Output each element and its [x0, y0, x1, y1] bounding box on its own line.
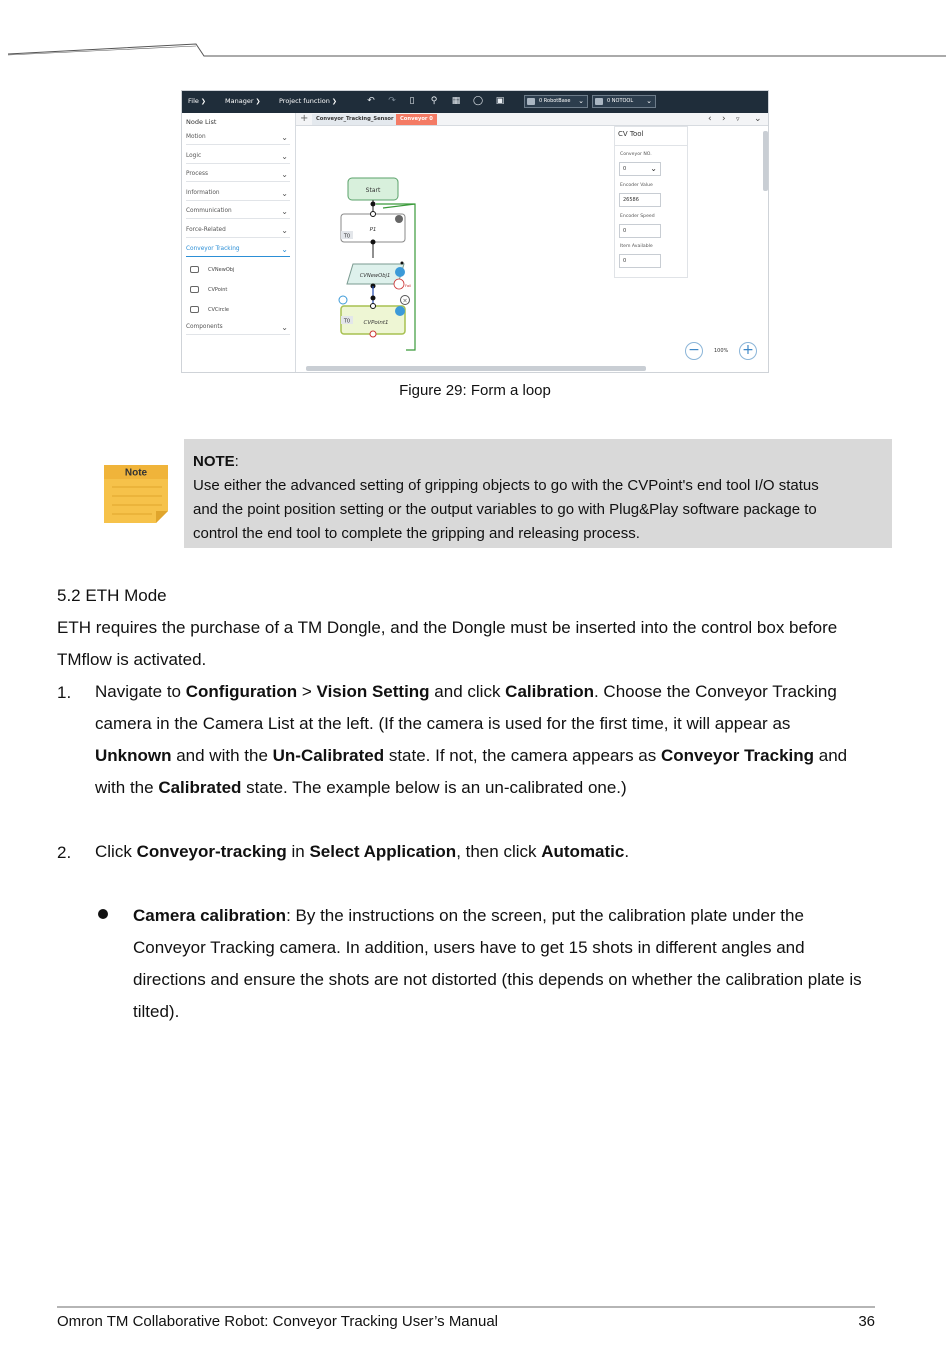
note-line-1: Use either the advanced setting of gripping objects to go with the CVPoint's end tool I/O status: [193, 477, 819, 494]
intro-line-2: TMflow is activated.: [57, 650, 207, 669]
edit-pen-icon[interactable]: [339, 296, 347, 304]
item-available-label: Item Available: [620, 244, 653, 249]
start-label: Start: [365, 187, 381, 194]
node-list-item-communication[interactable]: Communication ⌄: [186, 205, 290, 219]
step-1-line-3: Unknown and with the Un-Calibrated state. If not, the camera appears as Conveyor Tracking and: [95, 746, 848, 765]
note-icon-label: Note: [124, 467, 148, 479]
flow-canvas[interactable]: [296, 126, 769, 373]
figure-caption: Figure 29: Form a loop: [399, 382, 551, 399]
bullet-line-2: Conveyor Tracking camera. In addition, users have to get 15 shots in different angles and: [133, 938, 805, 957]
step-2-number: 2.: [57, 843, 72, 862]
project-tab-bar: [296, 113, 769, 126]
encoder-value-label: Encoder Value: [620, 183, 653, 188]
node-list-item-components[interactable]: Components ⌄: [186, 321, 290, 335]
step-1-number: 1.: [57, 683, 72, 702]
page-number: 36: [858, 1313, 875, 1330]
note-title: NOTE:: [193, 453, 239, 470]
section-heading: 5.2 ETH Mode: [57, 586, 167, 605]
cvpoint-camera-icon: [395, 306, 405, 316]
header-rule: [0, 38, 950, 64]
undo-icon[interactable]: ↶: [367, 96, 375, 106]
filter-icon[interactable]: ▿: [736, 115, 740, 123]
intro-line-1: ETH requires the purchase of a TM Dongle, and the Dongle must be inserted into the control box before: [57, 618, 838, 637]
step-1-line-1: Navigate to Configuration > Vision Setting and click Calibration. Choose the Conveyor Tracking: [95, 682, 837, 701]
add-tab-icon[interactable]: +: [300, 113, 309, 124]
grid-icon[interactable]: ▦: [451, 96, 461, 106]
node-cvpoint[interactable]: CVPoint: [190, 286, 227, 293]
note-line-2: and the point position setting or the output variables to go with Plug&Play software package to: [193, 501, 817, 518]
cvnewobj-camera-icon: [395, 267, 405, 277]
bullet-line-3: directions and ensure the shots are not distorted (this depends on whether the calibration plate is: [133, 970, 862, 989]
cvnewobj-label: CVNewObj1: [359, 273, 391, 279]
bullet-dot: [98, 909, 108, 919]
footer-title: Omron TM Collaborative Robot: Conveyor Tracking User’s Manual: [57, 1313, 499, 1330]
next-icon[interactable]: ›: [722, 114, 726, 124]
menu-file[interactable]: File ❯: [188, 97, 206, 105]
horizontal-scrollbar[interactable]: [306, 366, 646, 371]
cvpoint-icon: [190, 286, 199, 293]
cvpoint-tool-label: T0: [343, 318, 351, 325]
prev-icon[interactable]: ‹: [708, 114, 712, 124]
zoom-out-icon[interactable]: −: [685, 342, 703, 360]
node-list-item-logic[interactable]: Logic ⌄: [186, 150, 290, 164]
encoder-value-field[interactable]: 26586: [619, 193, 661, 207]
step-2-line-1: Click Conveyor-tracking in Select Application, then click Automatic.: [95, 842, 630, 861]
svg-text:×: ×: [402, 297, 408, 305]
note-line-3: control the end tool to complete the gripping and releasing process.: [193, 525, 640, 542]
node-list-item-conveyor-tracking[interactable]: Conveyor Tracking ⌄: [186, 243, 290, 257]
cv-tool-title: CV Tool: [618, 130, 644, 138]
cvcircle-icon: [190, 306, 199, 313]
tab-conveyor-0[interactable]: Conveyor 0: [396, 114, 437, 125]
node-list-item-process[interactable]: Process ⌄: [186, 168, 290, 182]
vertical-scrollbar[interactable]: [763, 131, 768, 191]
node-cvcircle[interactable]: CVCircle: [190, 306, 229, 313]
bullet-line-1: Camera calibration: By the instructions on the screen, put the calibration plate under the: [133, 906, 804, 925]
zoom-level: 100%: [714, 348, 729, 354]
item-available-field[interactable]: 0: [619, 254, 661, 268]
menu-bar: [182, 91, 769, 113]
tab-conveyor-tracking-sensor[interactable]: Conveyor_Tracking_Sensor: [312, 114, 398, 125]
node-cvnewobj[interactable]: CVNewObj: [190, 266, 234, 273]
cv-tool-panel: [614, 126, 688, 278]
note-icon: [104, 463, 168, 523]
search-icon[interactable]: ⚲: [430, 96, 438, 106]
tool-icon: [595, 98, 603, 105]
step-1-line-2: camera in the Camera List at the left. (If the camera is used for the first time, it will appear as: [95, 714, 791, 733]
conveyor-no-label: Conveyor NO.: [620, 152, 652, 157]
eraser-icon[interactable]: ▯: [409, 96, 415, 106]
redo-icon[interactable]: ↷: [388, 96, 396, 106]
note-box: [184, 439, 892, 548]
footer-rule: [57, 1306, 875, 1308]
collapse-icon[interactable]: ⌄: [754, 114, 762, 124]
node-list-item-motion[interactable]: Motion ⌄: [186, 131, 290, 145]
step-1-line-4: with the Calibrated state. The example below is an un-calibrated one.): [95, 778, 627, 797]
base-icon: [527, 98, 535, 105]
display-icon[interactable]: ▣: [495, 96, 505, 106]
node-list-title: Node List: [186, 118, 217, 126]
figure-screenshot: [181, 90, 769, 373]
cvpoint-label: CVPoint1: [363, 320, 389, 326]
p1-tool-label: T0: [343, 233, 351, 240]
p1-point-icon: [395, 215, 403, 223]
node-list-item-force-related[interactable]: Force-Related ⌄: [186, 224, 290, 238]
chat-icon[interactable]: ◯: [472, 96, 484, 106]
tool-select[interactable]: 0 NOTOOL ⌄: [592, 95, 656, 108]
node-list-item-information[interactable]: Information ⌄: [186, 187, 290, 201]
p1-label: P1: [369, 227, 377, 233]
bullet-line-4: tilted).: [133, 1002, 180, 1021]
conveyor-no-select[interactable]: 0 ⌄: [619, 162, 661, 176]
robot-base-select[interactable]: 0 RobotBase ⌄: [524, 95, 588, 108]
zoom-in-icon[interactable]: +: [739, 342, 757, 360]
menu-project-function[interactable]: Project function ❯: [279, 97, 337, 105]
cvnewobj-icon: [190, 266, 199, 273]
encoder-speed-field[interactable]: 0: [619, 224, 661, 238]
menu-manager[interactable]: Manager ❯: [225, 97, 261, 105]
fail-label: Fail: [405, 283, 412, 288]
node-list-panel: [182, 113, 296, 373]
encoder-speed-label: Encoder Speed: [620, 214, 655, 219]
